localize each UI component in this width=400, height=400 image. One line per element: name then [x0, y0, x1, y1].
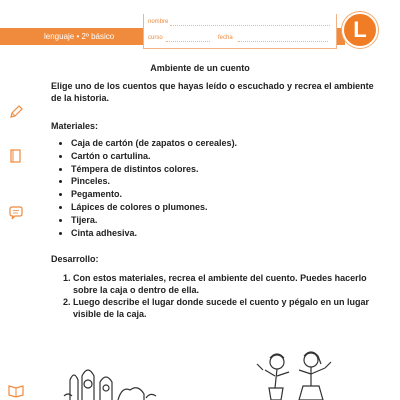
- castle-illustration: [60, 358, 160, 400]
- name-label: nombre: [148, 19, 169, 25]
- worksheet-title: Ambiente de un cuento: [150, 63, 250, 73]
- list-item: 1. Con estos materiales, recrea el ambiente del cuento. Puedes hacerlo sobre la caja o dentro de ella.: [73, 272, 393, 296]
- open-book-icon: [8, 382, 24, 398]
- date-label: fecha: [218, 35, 233, 41]
- course-line: [166, 41, 210, 42]
- steps-list: [51, 272, 393, 320]
- date-line: [238, 41, 328, 42]
- pencil-icon: [8, 104, 24, 120]
- list-item: • Cartón o cartulina.: [71, 150, 237, 163]
- materials-heading: Materiales:: [51, 121, 99, 131]
- name-line: [170, 25, 330, 26]
- student-info-form: [143, 14, 337, 49]
- list-item: 2. Luego describe el lugar donde sucede el cuento y pégalo en un lugar visible de la caja.: [73, 296, 393, 320]
- materials-list: [51, 137, 237, 239]
- list-item: • Lápices de colores o plumones.: [71, 201, 237, 214]
- list-item: • Pinceles.: [71, 175, 237, 188]
- header: [0, 0, 400, 46]
- course-label: curso: [148, 35, 163, 41]
- list-item: • Caja de cartón (de zapatos o cereales).: [71, 137, 237, 150]
- subject-badge: L: [342, 12, 378, 48]
- subject-label: lenguaje • 2º básico: [44, 32, 115, 41]
- list-item: • Tijera.: [71, 214, 237, 227]
- list-item: • Cinta adhesiva.: [71, 227, 237, 240]
- development-heading: Desarrollo:: [51, 254, 99, 264]
- instructions: Elige uno de los cuentos que hayas leído o escuchado y recrea el ambiente de la historia.: [51, 81, 374, 103]
- list-item: • Pegamento.: [71, 188, 237, 201]
- speech-bubble-icon: [8, 205, 24, 221]
- list-item: • Témpera de distintos colores.: [71, 163, 237, 176]
- children-illustration: [255, 348, 335, 400]
- book-icon: [8, 148, 24, 164]
